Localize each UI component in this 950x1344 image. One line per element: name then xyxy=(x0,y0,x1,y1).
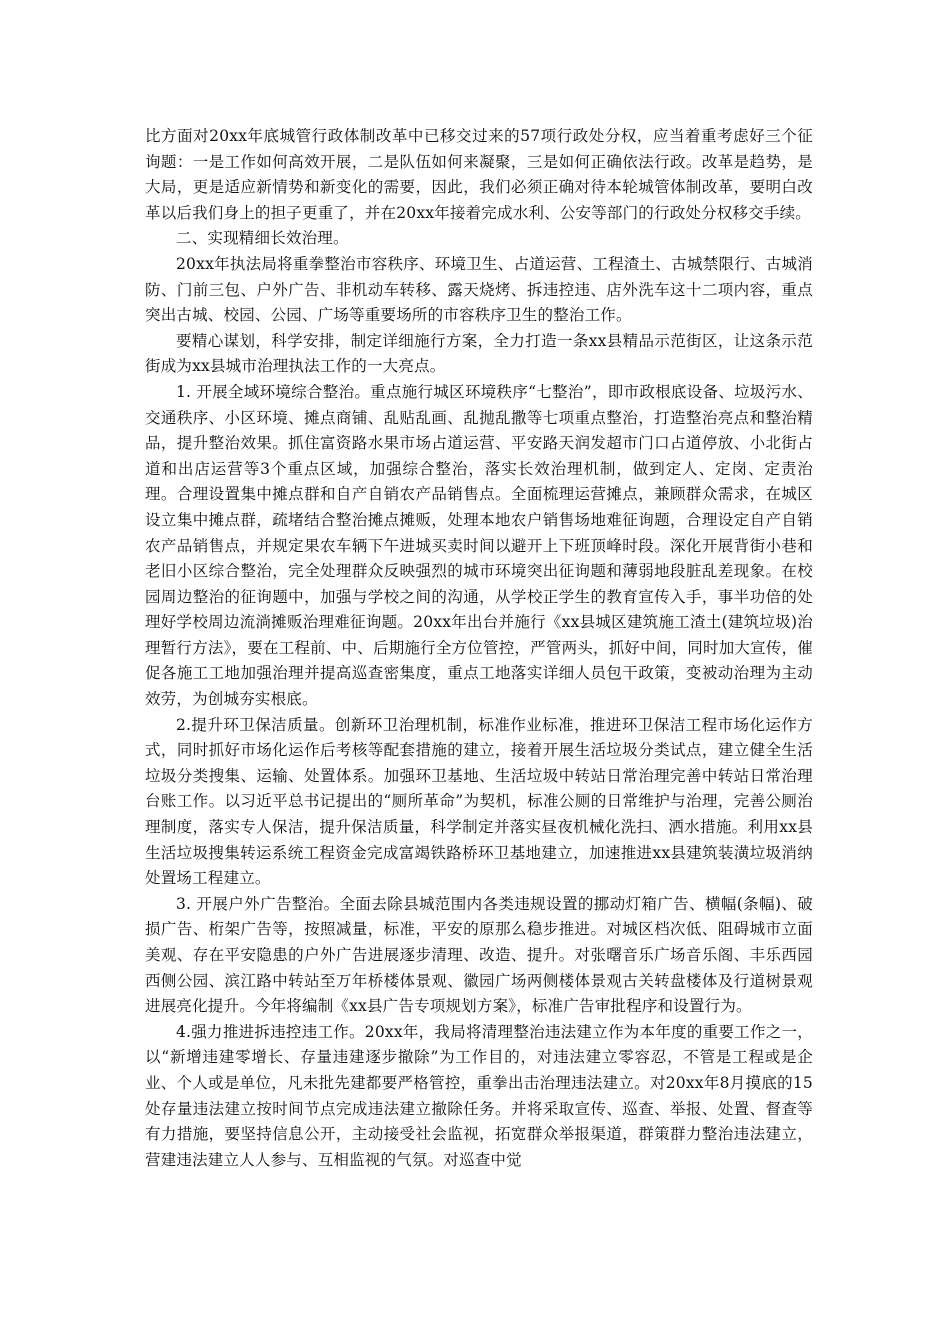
section-heading: 二、实现精细长效治理。 xyxy=(176,229,349,248)
paragraph-item-4: 4.强力推进拆违控违工作。20xx年，我局将清理整治违法建立作为本年度的重要工作之一，以“新增违建零增长、存量违建逐步撤除”为工作目的，对违法建立零容忍，不管是工程或是企业、个人或是单位，凡未批先建都要严格管控，重拳出击治理违法建立。对20xx年8月摸底的15处存量违法建立按时间节点完成违法建立撤除任务。并将采取宣传、巡查、举报、处置、督查等有力措施，要坚持信息公开，主动接受社会监视，拓宽群众举报渠道，群策群力整治违法建立，营建违法建立人人参与、互相监视的气氛。对巡查中觉 xyxy=(145,1022,813,1169)
paragraph-1: 比方面对20xx年底城管行政体制改革中已移交过来的57项行政处分权，应当着重考虑好三个征询题：一是工作如何高效开展，二是队伍如何来凝聚，三是如何正确依法行政。改革是趋势，是大局，更是适应新情势和新变化的需要，因此，我们必须正确对待本轮城管体制改革，要明白改革以后我们身上的担子更重了，并在20xx年接着完成水利、公安等部门的行政处分权移交手续。 xyxy=(145,127,813,222)
paragraph-item-3: 3. 开展户外广告整治。全面去除县城范围内各类违规设置的挪动灯箱广告、横幅(条幅)、破损广告、桁架广告等，按照减量，标准，平安的原那么稳步推进。对城区档次低、阻碍城市立面美观、存在平安隐患的户外广告进展逐步清理、改造、提升。对张曙音乐广场音乐阁、丰乐西园西侧公园、滨江路中转站至万年桥楼体景观、徽园广场两侧楼体景观古关转盘楼体及行道树景观进展亮化提升。今年将编制《xx县广告专项规划方案》，标准广告审批程序和设置行为。 xyxy=(145,894,813,1016)
paragraph-3: 20xx年执法局将重拳整治市容秩序、环境卫生、占道运营、工程渣土、古城禁限行、古城消防、门前三包、户外广告、非机动车转移、露天烧烤、拆违控违、店外洗车这十二项内容，重点突出古城、校园、公园、广场等重要场所的市容秩序卫生的整治工作。 xyxy=(145,254,813,325)
paragraph-item-1: 1. 开展全域环境综合整治。重点施行城区环境秩序“七整治”，即市政根底设备、垃圾污水、交通秩序、小区环境、摊点商铺、乱贴乱画、乱抛乱撒等七项重点整治，打造整治亮点和整治精品，提升整治效果。抓住富资路水果市场占道运营、平安路天润发超市门口占道停放、小北街占道和出店运营等3个重点区域，加强综合整治，落实长效治理机制，做到定人、定岗、定责治理。合理设置集中摊点群和自产自销农产品销售点。全面梳理运营摊点，兼顾群众需求，在城区设立集中摊点群，疏堵结合整治摊点摊贩，处理本地农户销售场地难征询题，合理设定自产自销农产品销售点，并规定果农车辆下午进城买卖时间以避开上下班顶峰时段。深化开展背街小巷和老旧小区综合整治，完全处理群众反映强烈的城市环境突出征询题和薄弱地段脏乱差现象。在校园周边整治的征询题中，加强与学校之间的沟通，从学校正学生的教育宣传入手，事半功倍的处理好学校周边流淌摊贩治理难征询题。20xx年出台并施行《xx县城区建筑施工渣土(建筑垃圾)治理暂行方法》，要在工程前、中、后期施行全方位管控，严管两头，抓好中间，同时加大宣传，催促各施工工地加强治理并提高巡查密集度，重点工地落实详细人员包干政策，变被动治理为主动效劳，为创城夯实根底。 xyxy=(145,382,813,709)
paragraph-item-2: 2.提升环卫保洁质量。创新环卫治理机制，标准作业标准，推进环卫保洁工程市场化运作方式，同时抓好市场化运作后考核等配套措施的建立，接着开展生活垃圾分类试点，建立健全生活垃圾分类搜集、运输、处置体系。加强环卫基地、生活垃圾中转站日常治理完善中转站日常治理台账工作。以习近平总书记提出的“厕所革命”为契机，标准公厕的日常维护与治理，完善公厕治理制度，落实专人保洁，提升保洁质量，科学制定并落实昼夜机械化洗扫、洒水措施。利用xx县生活垃圾搜集转运系统工程资金完成富竭铁路桥环卫基地建立，加速推进xx县建筑装潢垃圾消纳处置场工程建立。 xyxy=(145,715,813,888)
paragraph-4: 要精心谋划，科学安排，制定详细施行方案，全力打造一条xx县精品示范街区，让这条示范街成为xx县城市治理执法工作的一大亮点。 xyxy=(145,331,813,376)
document-page xyxy=(145,124,813,1173)
